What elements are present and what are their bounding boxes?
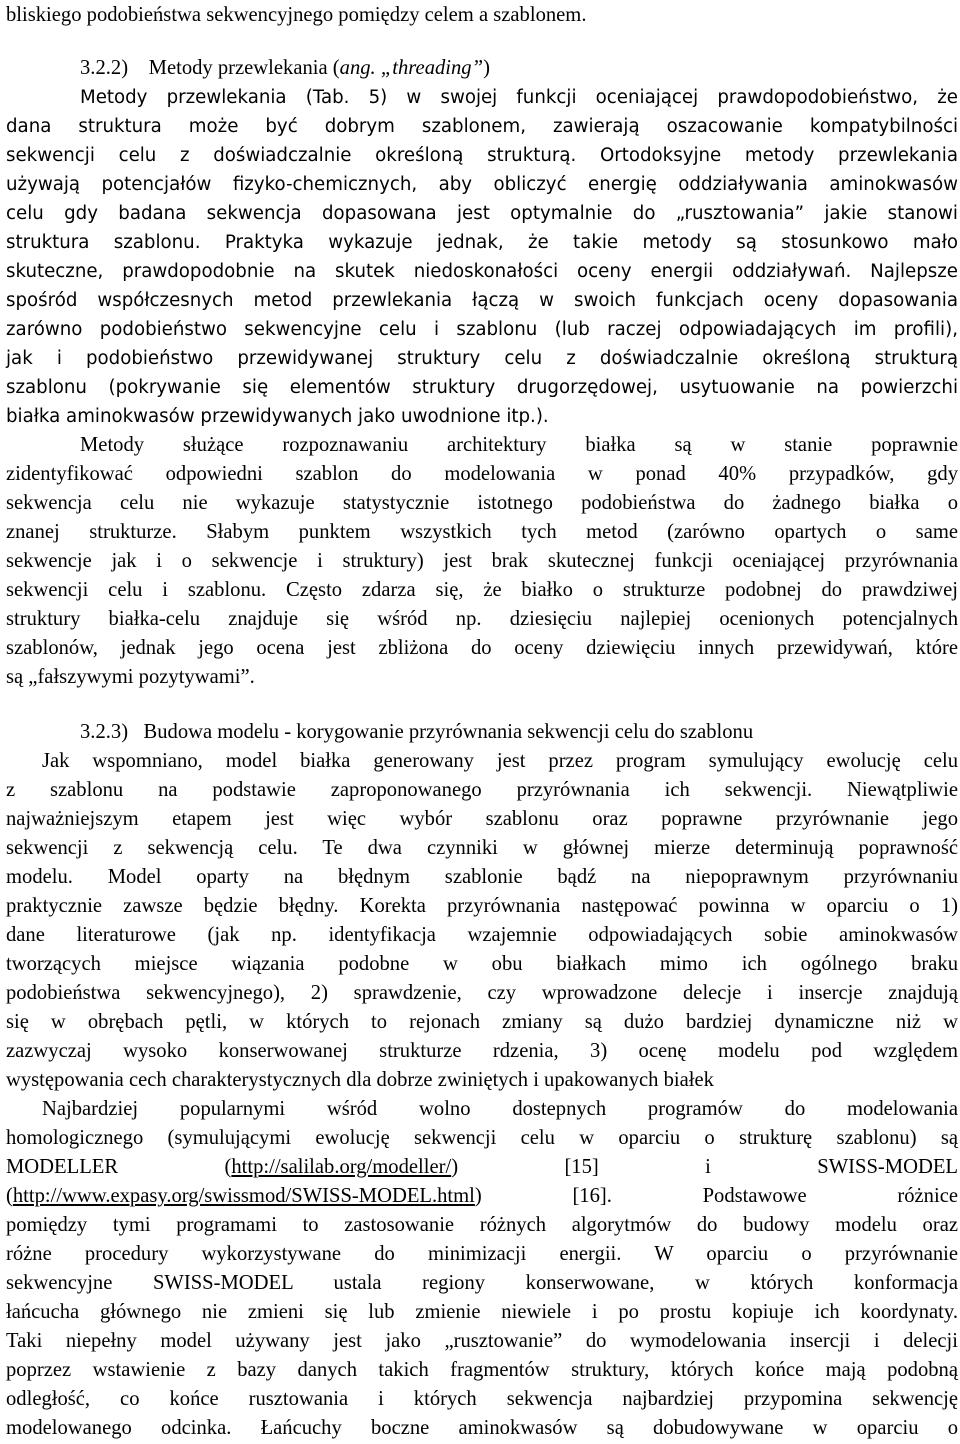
section-heading-3-2-3 — [80, 718, 753, 747]
paragraph-line: różne procedury wykorzystywane do minimizacji energii. W oparciu o przyrównanie — [6, 1243, 958, 1265]
swiss-model-link[interactable]: http://www.expasy.org/swissmod/SWISS-MODEL.html — [12, 1185, 475, 1207]
paragraph-line: sekwencja celu nie wykazuje statystycznie istotnego podobieństwa do żadnego białka o — [6, 492, 958, 514]
paragraph-line: celu gdy badana sekwencja dopasowana jest optymalnie do „rusztowania” jakie stanowi — [6, 203, 958, 224]
swiss-ref: [16]. — [572, 1185, 612, 1207]
swiss-link-group — [6, 1182, 482, 1211]
paragraph-word: Podstawowe — [702, 1185, 807, 1207]
paragraph-line: pomiędzy tymi programami to zastosowanie różnych algorytmów do budowy modelu oraz — [6, 1214, 958, 1236]
section-title-pre: Metody przewlekania ( — [148, 57, 340, 79]
paragraph-line: tworzących miejsce wiązania podobne w obu białkach mimo ich ogólnego braku — [6, 953, 958, 975]
paragraph-threading-1 — [6, 83, 958, 431]
paragraph-model-building-2 — [6, 1095, 958, 1443]
section-number: 3.2.2) — [80, 57, 129, 79]
intro-line: bliskiego podobieństwa sekwencyjnego pomiędzy celem a szablonem. — [6, 4, 587, 26]
paragraph-line: używają potencjałów fizyko-chemicznych, aby obliczyć energię oddziaływania aminokwasów — [6, 174, 958, 195]
section-title-post: ) — [483, 57, 490, 79]
paragraph-line: Metody służące rozpoznawaniu architektury białka są w stanie poprawnie — [80, 434, 958, 456]
paragraph-line: skuteczne, prawdopodobnie na skutek niedoskonałości oceny energii oddziaływań. Najlepsze — [6, 261, 958, 282]
paragraph-line: praktycznie zawsze będzie błędny. Korekta przyrównania następować powinna w oparciu o 1) — [6, 895, 958, 917]
section-title-ang: ang. „threading” — [339, 57, 484, 79]
modeller-link-group — [225, 1153, 459, 1182]
section-heading-3-2-2 — [80, 54, 490, 83]
modeller-name: MODELLER — [6, 1156, 119, 1178]
paragraph-line-swiss — [6, 1182, 958, 1211]
paragraph-line: Jak wspomniano, model białka generowany jest przez program symulujący ewolucję celu — [42, 750, 958, 772]
section-number: 3.2.3) — [80, 721, 129, 743]
paragraph-line: odległość, co końce rusztowania i których sekwencja najbardziej przypomina sekwencję — [6, 1388, 958, 1410]
paragraph-line: szablonu (pokrywanie się elementów struktury drugorzędowej, usytuowanie na powierzchi — [6, 377, 958, 398]
paragraph-line: homologicznego (symulującymi ewolucję sekwencji celu w oparciu o strukturę szablonu) są — [6, 1127, 958, 1149]
paragraph-line: zidentyfikować odpowiedni szablon do modelowania w ponad 40% przypadków, gdy — [6, 463, 958, 485]
paragraph-line: dane literaturowe (jak np. identyfikacja wzajemnie odpowiadających sobie aminokwasów — [6, 924, 958, 946]
paragraph-model-building-1 — [6, 747, 958, 1095]
paren-open: ( — [224, 1156, 232, 1178]
paragraph-line: Taki niepełny model używany jest jako „rusztowanie” do wymodelowania insercji i delecji — [6, 1330, 958, 1352]
paragraph-line: sekwencyjne SWISS-MODEL ustala regiony konserwowane, w których konformacja — [6, 1272, 958, 1294]
swiss-model-name: SWISS-MODEL — [817, 1156, 958, 1178]
paragraph-line: spośród współczesnych metod przewlekania łączą w swoich funkcjach oceny dopasowania — [6, 290, 958, 311]
paragraph-line: poprzez wstawienie z bazy danych takich fragmentów struktury, których końce mają podobną — [6, 1359, 958, 1381]
paragraph-line: znanej strukturze. Słabym punktem wszystkich tych metod (zarówno opartych o same — [6, 521, 958, 543]
paragraph-line: dana struktura może być dobrym szablonem, zawierają oszacowanie kompatybilności — [6, 116, 958, 137]
section-title: Budowa modelu - korygowanie przyrównania sekwencji celu do szablonu — [143, 721, 754, 743]
paragraph-line: sekwencji z sekwencją celu. Te dwa czynniki w głównej mierze determinują poprawność — [6, 837, 958, 859]
paragraph-word: różnice — [897, 1185, 958, 1207]
paragraph-line: Najbardziej popularnymi wśród wolno dostepnych programów do modelowania — [42, 1098, 958, 1120]
paragraph-line: są „fałszywymi pozytywami”. — [6, 666, 255, 688]
paragraph-line: występowania cech charakterystycznych dla dobrze zwiniętych i upakowanych białek — [6, 1069, 714, 1091]
paragraph-line: najważniejszym etapem jest więc wybór szablonu oraz poprawne przyrównanie jego — [6, 808, 958, 830]
paragraph-line: się w obrębach pętli, w których to rejonach zmiany są dużo bardziej dynamiczne niż w — [6, 1011, 958, 1033]
paragraph-line: sekwencji celu z doświadczalnie określoną strukturą. Ortodoksyjne metody przewlekania — [6, 145, 958, 166]
paragraph-line: łańcucha głównego nie zmieni się lub zmienie niewiele i po prostu kopiuje ich koordynaty. — [6, 1301, 958, 1323]
paragraph-line: modelu. Model oparty na błędnym szablonie bądź na niepoprawnym przyrównaniu — [6, 866, 958, 888]
paragraph-line: struktury białka-celu znajduje się wśród np. dziesięciu najlepiej ocenionych potencjalnych — [6, 608, 958, 630]
paragraph-line: sekwencje jak i o sekwencje i struktury) jest brak skutecznej funkcji oceniającej przyrównania — [6, 550, 958, 572]
paren-open: ( — [6, 1185, 13, 1207]
paragraph-line: zazwyczaj wysoko konserwowanej strukturze rdzenia, 3) ocenę modelu pod względem — [6, 1040, 958, 1062]
modeller-link[interactable]: http://salilab.org/modeller/ — [231, 1156, 452, 1178]
paragraph-line-modeller — [6, 1153, 958, 1182]
paragraph-line: Metody przewlekania (Tab. 5) w swojej funkcji oceniającej prawdopodobieństwo, że — [80, 87, 958, 108]
paren-close: ) — [451, 1156, 459, 1178]
modeller-ref: [15] — [564, 1156, 599, 1178]
paren-close: ) — [474, 1185, 482, 1207]
paragraph-line: białka aminokwasów przewidywanych jako uwodnione itp.). — [6, 406, 549, 427]
paragraph-line: z szablonu na podstawie zaproponowanego przyrównania ich sekwencji. Niewątpliwie — [6, 779, 958, 801]
paragraph-line: modelowanego odcinka. Łańcuchy boczne aminokwasów są dobudowywane w oparciu o — [6, 1417, 958, 1439]
conjunction: i — [705, 1156, 711, 1178]
paragraph-line: sekwencji celu i szablonu. Często zdarza się, że białko o strukturze podobnej do prawdziwej — [6, 579, 958, 601]
paragraph-line: zarówno podobieństwo sekwencyjne celu i szablonu (lub raczej odpowiadających im profili), — [6, 319, 958, 340]
paragraph-line: jak i podobieństwo przewidywanej struktury celu z doświadczalnie określoną strukturą — [6, 348, 958, 369]
paragraph-line: podobieństwa sekwencyjnego), 2) sprawdzenie, czy wprowadzone delecje i insercje znajdują — [6, 982, 958, 1004]
paragraph-line: struktura szablonu. Praktyka wykazuje jednak, że takie metody są stosunkowo mało — [6, 232, 958, 253]
paragraph-line: szablonów, jednak jego ocena jest zbliżona do oceny dziewięciu innych przewidywań, które — [6, 637, 958, 659]
paragraph-threading-2 — [6, 431, 958, 692]
